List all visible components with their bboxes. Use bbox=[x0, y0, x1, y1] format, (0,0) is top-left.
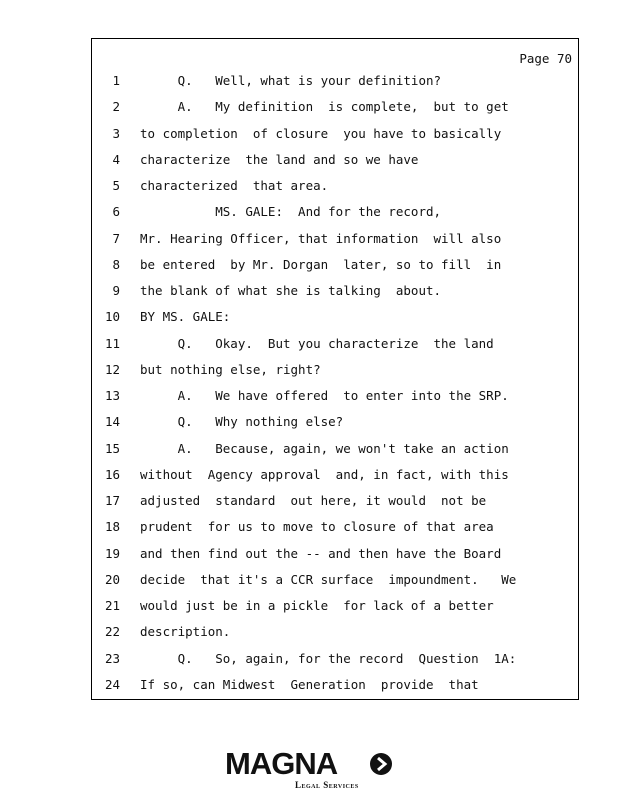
line-number: 1 bbox=[112, 73, 120, 88]
line-number: 16 bbox=[104, 466, 120, 482]
transcript-line bbox=[92, 309, 578, 335]
line-number: 6 bbox=[112, 204, 120, 220]
transcript-page bbox=[91, 38, 579, 700]
transcript-line bbox=[92, 624, 578, 650]
line-number: 3 bbox=[112, 125, 120, 141]
line-text: be entered by Mr. Dorgan later, so to fill in bbox=[140, 256, 502, 272]
transcript-line bbox=[92, 73, 578, 99]
line-text: description. bbox=[140, 624, 231, 640]
line-text: prudent for us to move to closure of that area bbox=[140, 519, 494, 535]
logo-arrow-icon bbox=[370, 753, 392, 775]
line-number: 14 bbox=[104, 414, 120, 430]
line-text: the blank of what she is talking about. bbox=[140, 283, 442, 298]
line-text: Mr. Hearing Officer, that information will also bbox=[140, 230, 502, 246]
line-text: characterize the land and so we have bbox=[140, 151, 419, 167]
line-text: MS. GALE: And for the record, bbox=[140, 204, 442, 220]
line-text: BY MS. GALE: bbox=[140, 309, 231, 325]
transcript-line bbox=[92, 546, 578, 572]
transcript-line bbox=[92, 99, 578, 125]
line-number: 7 bbox=[112, 230, 120, 246]
line-number: 23 bbox=[104, 650, 120, 666]
page-number: Page 70 bbox=[519, 51, 572, 66]
line-text: decide that it's a CCR surface impoundment. We bbox=[140, 571, 517, 587]
line-number: 22 bbox=[104, 624, 120, 640]
line-number: 19 bbox=[104, 545, 120, 561]
line-number: 17 bbox=[104, 493, 120, 508]
line-text: A. We have offered to enter into the SRP. bbox=[140, 388, 509, 403]
logo-wordmark: MAGNA bbox=[225, 746, 338, 781]
line-text: If so, can Midwest Generation provide that bbox=[140, 676, 479, 692]
transcript-line bbox=[92, 651, 578, 677]
line-number: 4 bbox=[112, 151, 120, 167]
line-number: 9 bbox=[112, 283, 120, 298]
transcript-line bbox=[92, 362, 578, 388]
line-text: to completion of closure you have to basically bbox=[140, 125, 502, 141]
transcript-line bbox=[92, 231, 578, 257]
transcript-line bbox=[92, 572, 578, 598]
line-text: A. My definition is complete, but to get bbox=[140, 99, 509, 115]
transcript-line bbox=[92, 388, 578, 414]
transcript-line bbox=[92, 441, 578, 467]
line-number: 10 bbox=[104, 309, 120, 325]
magna-logo bbox=[225, 746, 400, 794]
line-number: 5 bbox=[112, 178, 120, 193]
line-text: Q. Why nothing else? bbox=[140, 414, 344, 430]
line-text: without Agency approval and, in fact, with this bbox=[140, 466, 509, 482]
transcript-line bbox=[92, 336, 578, 362]
line-text: adjusted standard out here, it would not be bbox=[140, 493, 487, 508]
transcript-line bbox=[92, 519, 578, 545]
line-text: would just be in a pickle for lack of a better bbox=[140, 598, 494, 613]
logo-subtitle: Legal Services bbox=[295, 780, 359, 790]
transcript-line bbox=[92, 126, 578, 152]
line-text: characterized that area. bbox=[140, 178, 329, 193]
line-number: 11 bbox=[104, 335, 120, 351]
line-text: and then find out the -- and then have the Board bbox=[140, 545, 502, 561]
transcript-line bbox=[92, 204, 578, 230]
transcript-line bbox=[92, 598, 578, 624]
line-number: 8 bbox=[112, 256, 120, 272]
line-number: 13 bbox=[104, 388, 120, 403]
line-text: Q. Okay. But you characterize the land bbox=[140, 335, 494, 351]
line-number: 18 bbox=[104, 519, 120, 535]
line-number: 21 bbox=[104, 598, 120, 613]
line-number: 12 bbox=[104, 361, 120, 377]
line-number: 24 bbox=[104, 676, 120, 692]
line-number: 2 bbox=[112, 99, 120, 115]
line-text: A. Because, again, we won't take an action bbox=[140, 440, 509, 456]
transcript-line bbox=[92, 178, 578, 204]
line-text: Q. Well, what is your definition? bbox=[140, 73, 442, 88]
transcript-line bbox=[92, 152, 578, 178]
line-text: but nothing else, right? bbox=[140, 361, 321, 377]
transcript-line bbox=[92, 677, 578, 703]
line-number: 20 bbox=[104, 571, 120, 587]
transcript-line bbox=[92, 283, 578, 309]
line-number: 15 bbox=[104, 440, 120, 456]
transcript-line bbox=[92, 257, 578, 283]
transcript-line bbox=[92, 414, 578, 440]
line-text: Q. So, again, for the record Question 1A: bbox=[140, 650, 517, 666]
transcript-line bbox=[92, 493, 578, 519]
transcript-line bbox=[92, 467, 578, 493]
